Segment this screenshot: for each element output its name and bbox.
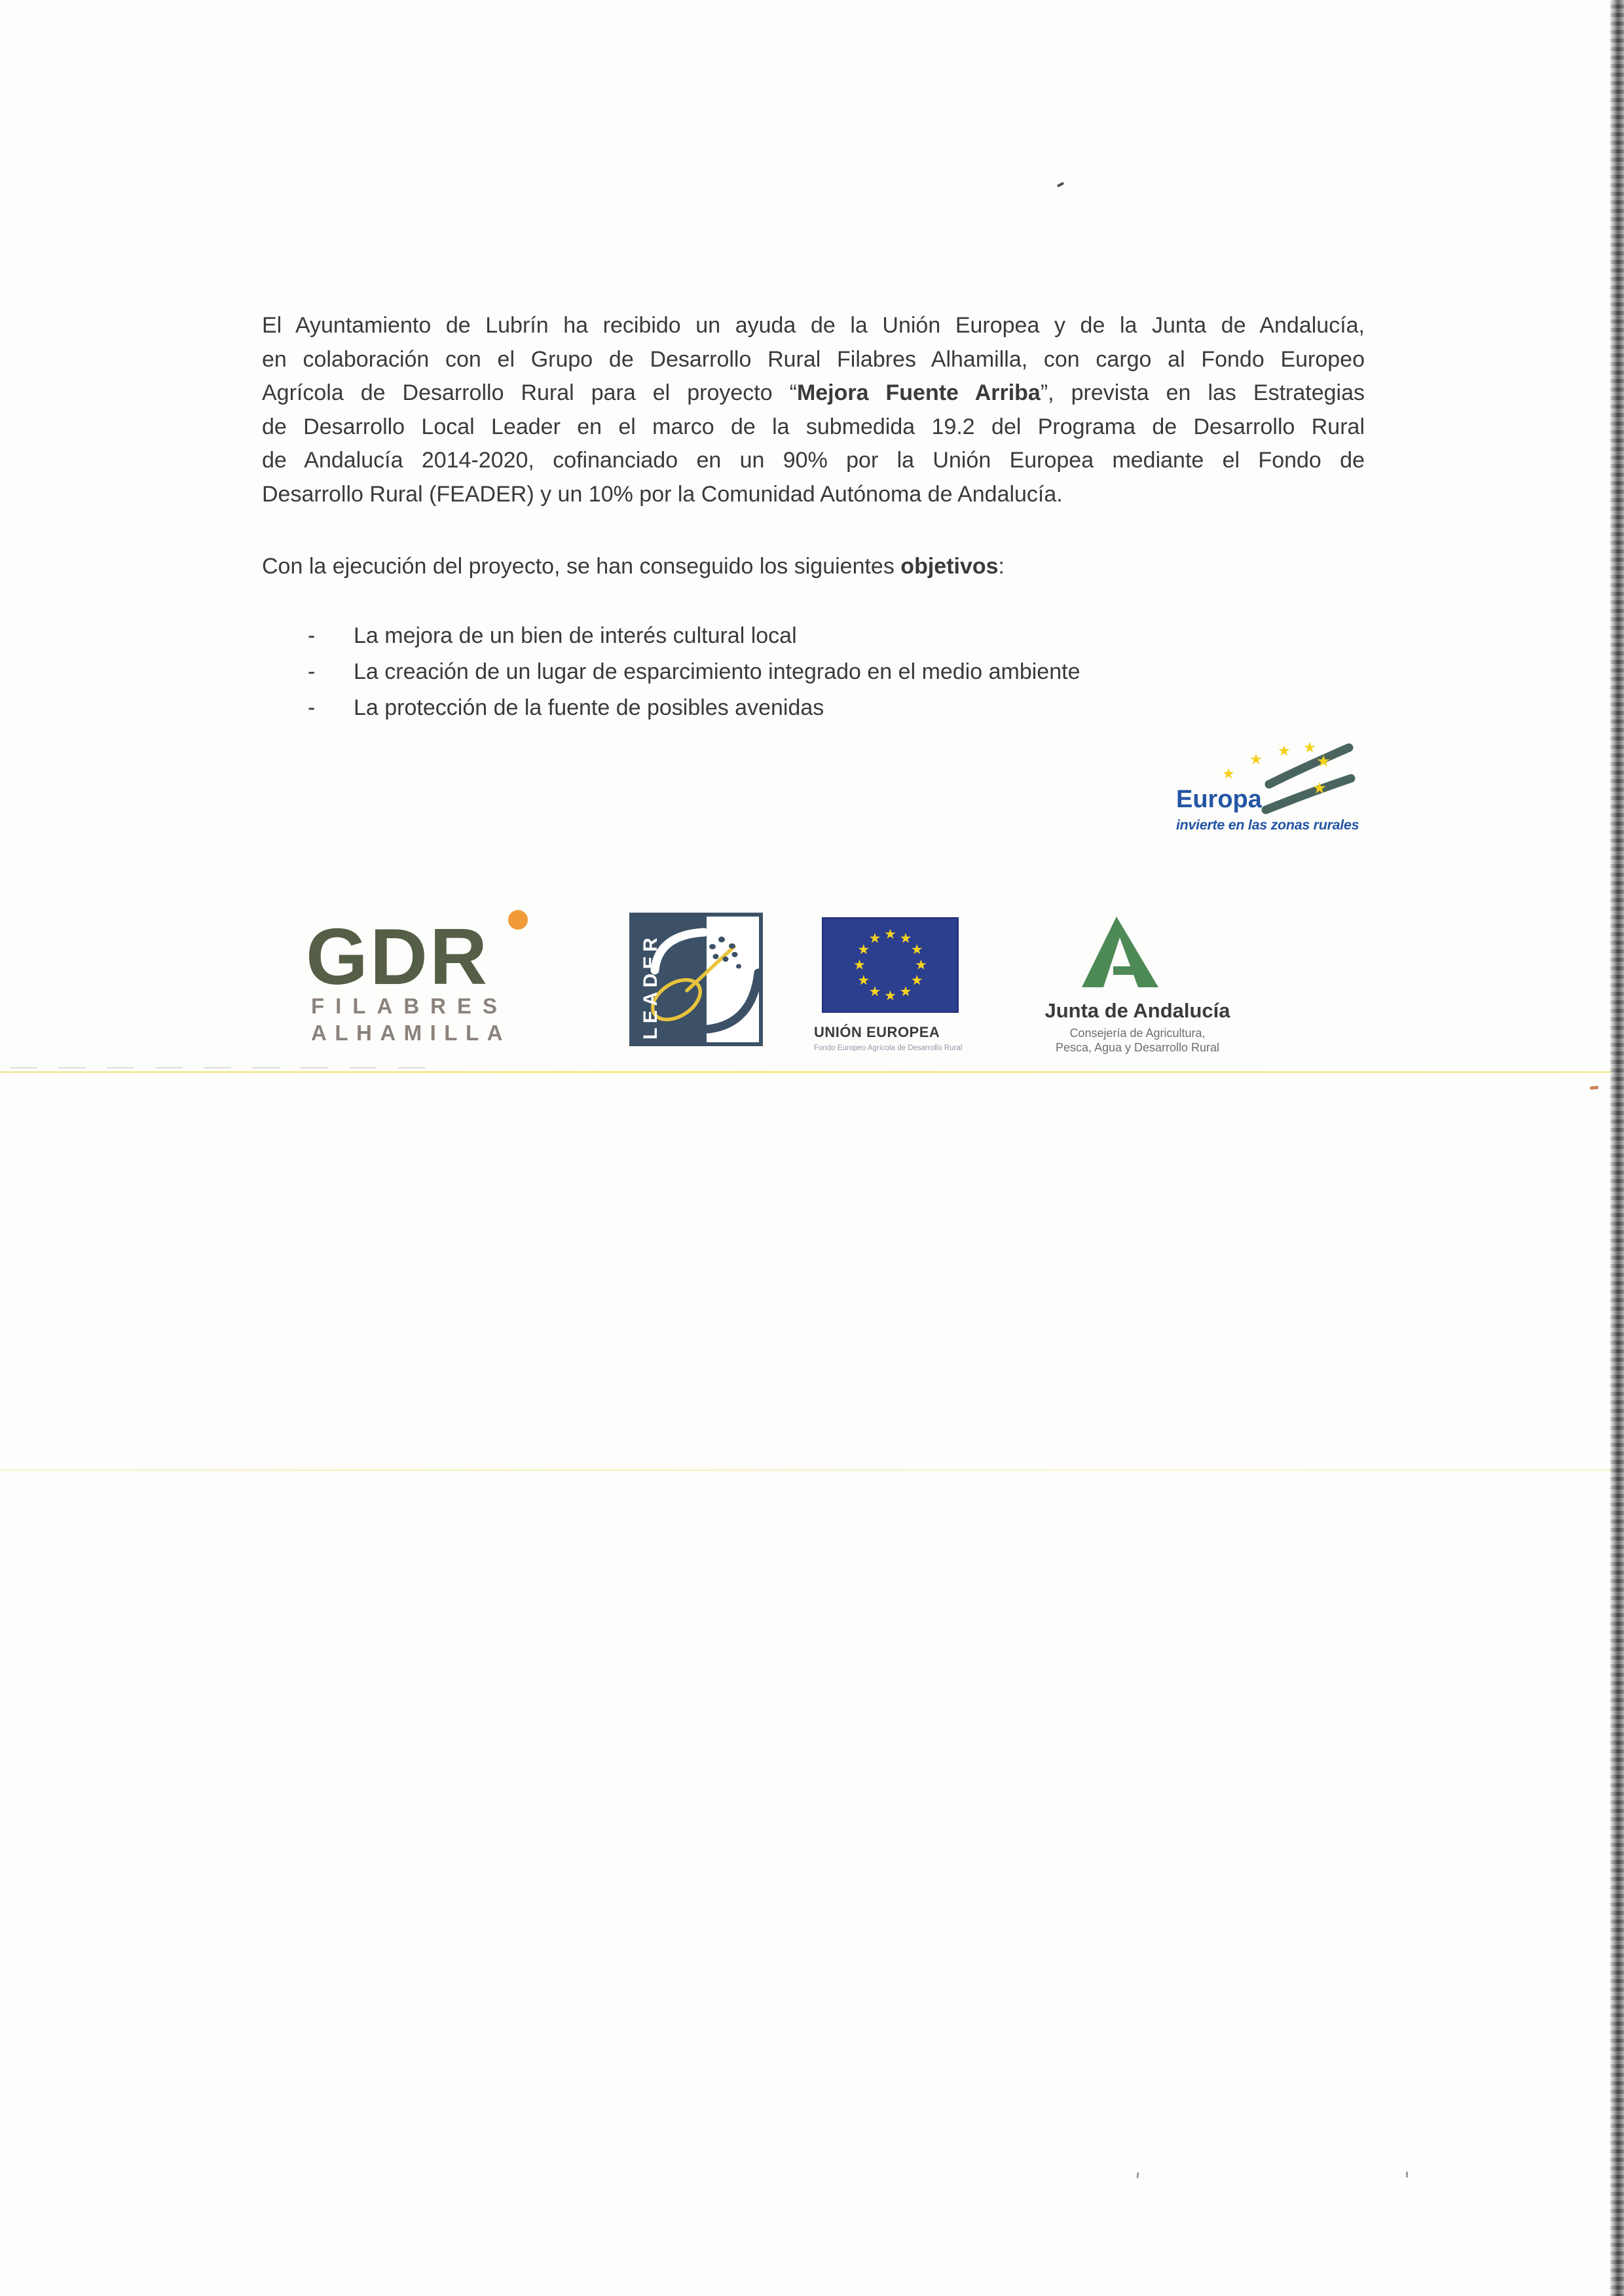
junta-department-line2: Pesca, Agua y Desarrollo Rural	[1055, 1041, 1220, 1054]
junta-name: Junta de Andalucía	[1044, 999, 1230, 1022]
bullet-dash: -	[308, 623, 316, 648]
paragraph-line: Agrícola de Desarrollo Rural para el proyecto “Mejora Fuente Arriba”, prevista en las Estrategias	[262, 380, 1365, 405]
leader-logo	[629, 913, 763, 1049]
paragraph-line: Desarrollo Rural (FEADER) y un 10% por la Comunidad Autónoma de Andalucía.	[262, 481, 1063, 507]
europa-rural-logo-icon	[1171, 733, 1367, 841]
scan-yellow-line	[0, 1071, 1624, 1073]
leader-label: LEADER	[640, 933, 661, 1040]
scan-dash-artifact	[10, 1067, 429, 1068]
scan-faint-line	[0, 1469, 1624, 1471]
europa-rural-logo	[1171, 733, 1367, 845]
junta-emblem-icon	[1082, 917, 1159, 989]
project-name: Mejora Fuente Arriba	[796, 380, 1041, 405]
gdr-line-filabres: FILABRES	[311, 994, 508, 1018]
scan-tick-mark	[1136, 2172, 1139, 2178]
leader-logo-icon	[629, 913, 763, 1046]
list-item: - La protección de la fuente de posibles avenidas	[262, 690, 1080, 726]
gdr-acronym-icon	[298, 902, 534, 991]
scan-speck	[1057, 182, 1065, 188]
eu-fund-subtitle: Fondo Europeo Agrícola de Desarrollo Rural	[814, 1044, 963, 1052]
europa-title: Europa	[1176, 786, 1262, 813]
list-item: - La creación de un lugar de esparcimiento integrado en el medio ambiente	[262, 654, 1080, 690]
eu-flag-icon	[822, 917, 959, 1013]
list-item: - La mejora de un bien de interés cultural local	[262, 618, 1080, 654]
gdr-line-alhamilla: ALHAMILLA	[311, 1021, 511, 1045]
gdr-filabres-alhamilla-logo	[298, 902, 534, 1045]
swoosh-strokes	[1266, 748, 1351, 810]
paragraph-line: en colaboración con el Grupo de Desarrollo Rural Filabres Alhamilla, con cargo al Fondo Europeo	[262, 346, 1365, 372]
europa-subtitle: invierte en las zonas rurales	[1176, 817, 1359, 833]
paragraph-line: de Desarrollo Local Leader en el marco de la submedida 19.2 del Programa de Desarrollo Rural	[262, 414, 1365, 439]
objectives-list	[262, 618, 1080, 726]
junta-department-line1: Consejería de Agricultura,	[1069, 1027, 1206, 1040]
bullet-dash: -	[308, 659, 316, 684]
junta-andalucia-logo	[1029, 917, 1246, 1054]
gdr-acronym: GDR	[306, 912, 490, 991]
bullet-dash: -	[308, 695, 316, 720]
scan-tick-mark	[1406, 2172, 1408, 2178]
gdr-orange-dot	[508, 910, 528, 930]
paragraph-line: El Ayuntamiento de Lubrín ha recibido un ayuda de la Unión Europea y de la Junta de Andalucía,	[262, 313, 1365, 338]
eu-name: UNIÓN EUROPEA	[814, 1024, 940, 1040]
objectives-intro: Con la ejecución del proyecto, se han conseguido los siguientes objetivos:	[262, 554, 1005, 579]
scan-orange-tick	[1590, 1085, 1598, 1089]
paragraph-line: de Andalucía 2014-2020, cofinanciado en un 90% por la Unión Europea mediante el Fondo de	[262, 448, 1365, 473]
scan-edge-strip	[1610, 0, 1624, 2296]
main-paragraph	[262, 309, 1365, 511]
